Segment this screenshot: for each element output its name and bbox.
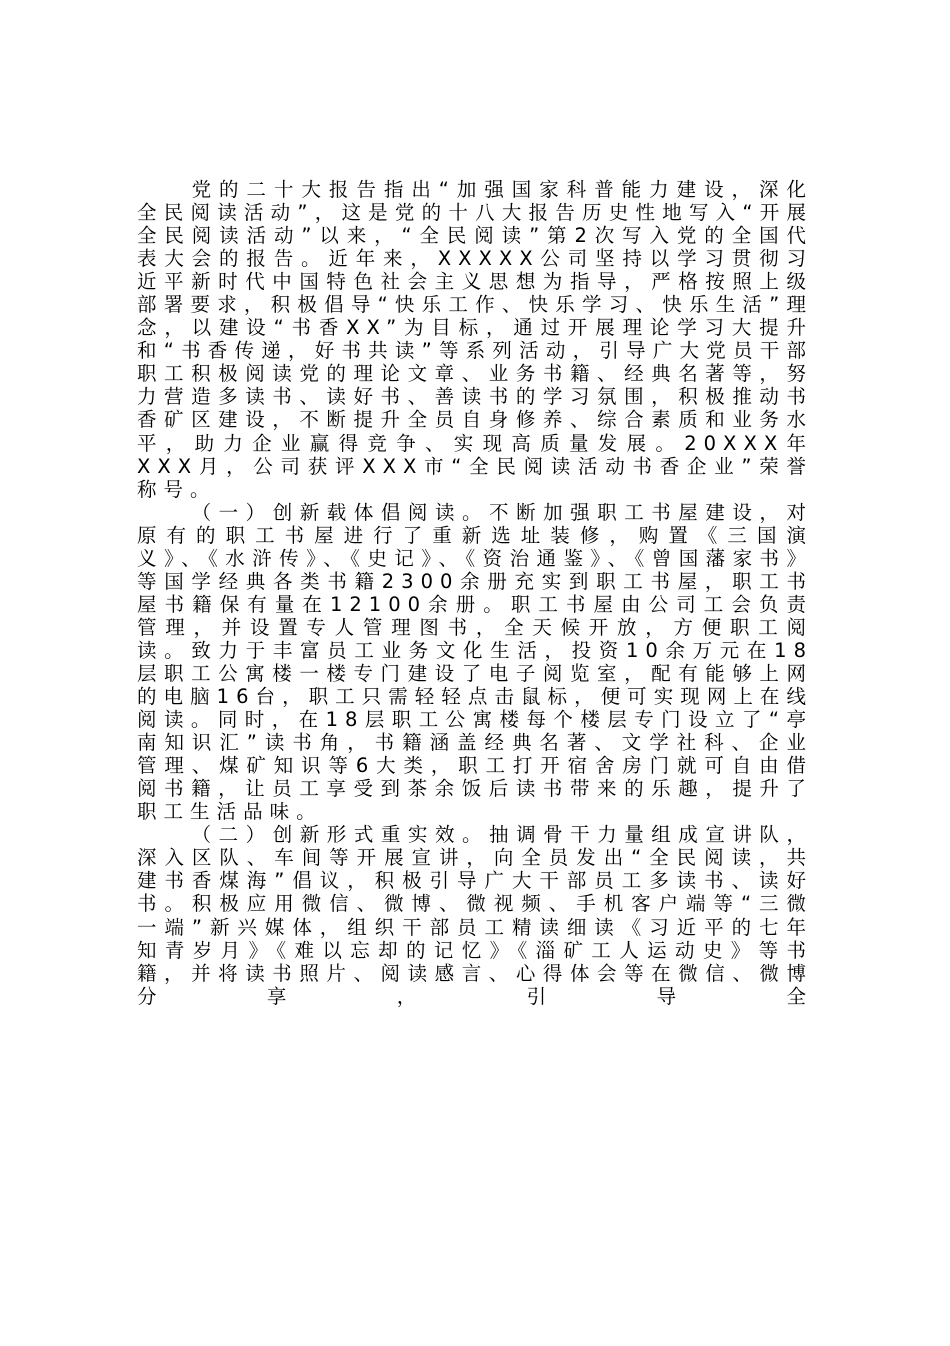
paragraph-section-two: （二）创新形式重实效。抽调骨干力量组成宣讲队，深入区队、车间等开展宣讲，向全员发出“全民阅读，共建书香煤海”倡议，积极引导广大干部员工多读书、读好书。积极应用微信、微博、微视频、手机客户端等“三微一端”新兴媒体，组织干部员工精读细读《习近平的七年知青岁月》《难以忘却的记忆》《淄矿工人运动史》等书籍，并将读书照片、阅读感言、心得体会等在微信、微博分享，引导全 [137, 823, 813, 1008]
document-body [137, 178, 813, 1008]
paragraph-section-one: （一）创新载体倡阅读。不断加强职工书屋建设，对原有的职工书屋进行了重新选址装修，购置《三国演义》、《水浒传》、《史记》、《资治通鉴》、《曾国藩家书》等国学经典各类书籍2300余册充实到职工书屋，职工书屋书籍保有量在12100余册。职工书屋由公司工会负责管理，并设置专人管理图书，全天候开放，方便职工阅读。致力于丰富员工业务文化生活，投资10余万元在18层职工公寓楼一楼专门建设了电子阅览室，配有能够上网的电脑16台，职工只需轻轻点击鼠标，便可实现网上在线阅读。同时，在18层职工公寓楼每个楼层专门设立了“亭南知识汇”读书角，书籍涵盖经典名著、文学社科、企业管理、煤矿知识等6大类，职工打开宿舍房门就可自由借阅书籍，让员工享受到茶余饭后读书带来的乐趣，提升了职工生活品味。 [137, 500, 813, 824]
paragraph-intro: 党的二十大报告指出“加强国家科普能力建设，深化全民阅读活动”，这是党的十八大报告历史性地写入“开展全民阅读活动”以来，“全民阅读”第2次写入党的全国代表大会的报告。近年来，XXXXX公司坚持以学习贯彻习近平新时代中国特色社会主义思想为指导，严格按照上级部署要求，积极倡导“快乐工作、快乐学习、快乐生活”理念，以建设“书香XX”为目标，通过开展理论学习大提升和“书香传递，好书共读”等系列活动，引导广大党员干部职工积极阅读党的理论文章、业务书籍、经典名著等，努力营造多读书、读好书、善读书的学习氛围，积极推动书香矿区建设，不断提升全员自身修养、综合素质和业务水平，助力企业赢得竞争、实现高质量发展。20XXX年XXX月，公司获评XXX市“全民阅读活动书香企业”荣誉称号。 [137, 178, 813, 501]
